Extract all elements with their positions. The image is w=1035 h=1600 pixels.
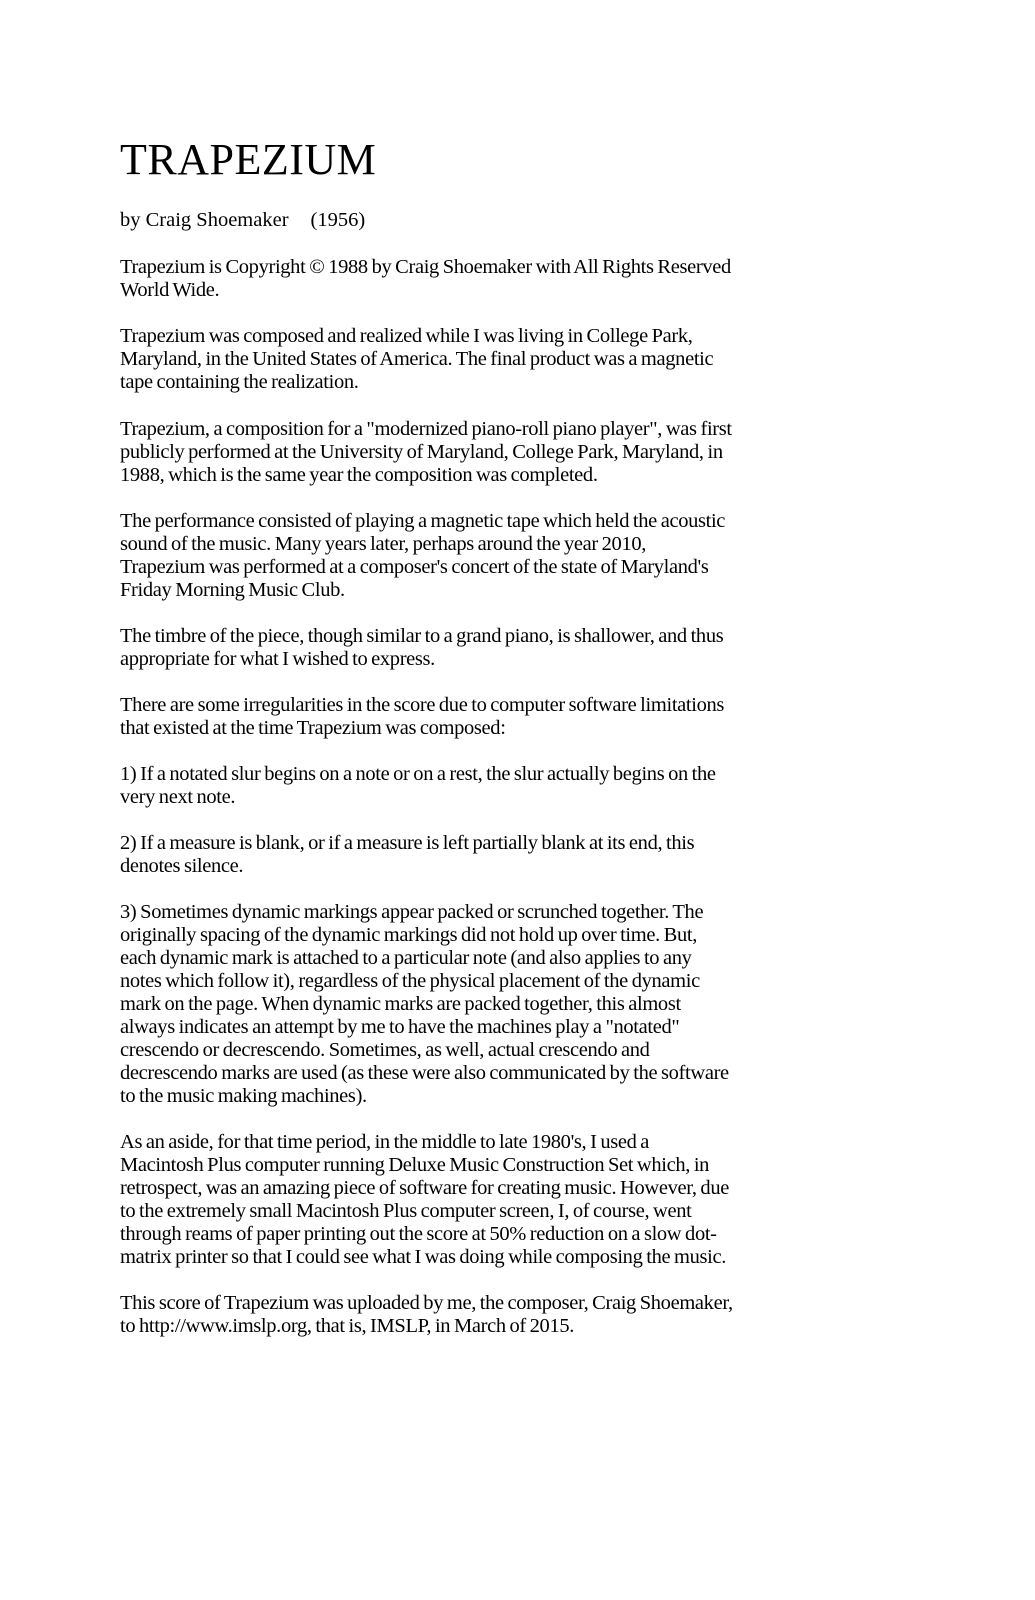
- paragraph-first-performance: [120, 418, 732, 487]
- text-line: The timbre of the piece, though similar to a grand piano, is shallower, and thus: [120, 625, 724, 647]
- text-line: to http://www.imslp.org, that is, IMSLP, in March of 2015.: [120, 1315, 575, 1337]
- text-line: matrix printer so that I could see what I was doing while composing the music.: [120, 1246, 727, 1268]
- list-item-3: [120, 901, 729, 1108]
- text-line: decrescendo marks are used (as these were also communicated by the software: [120, 1062, 729, 1084]
- byline-year: (1956): [310, 209, 366, 231]
- text-line: retrospect, was an amazing piece of software for creating music. However, due: [120, 1177, 729, 1199]
- text-line: to the extremely small Macintosh Plus computer screen, I, of course, went: [120, 1200, 692, 1222]
- text-line: 2) If a measure is blank, or if a measure is left partially blank at its end, this: [120, 832, 695, 854]
- paragraph-timbre: [120, 625, 723, 671]
- text-line: The performance consisted of playing a magnetic tape which held the acoustic: [120, 510, 726, 532]
- paragraph-aside: [120, 1131, 729, 1269]
- paragraph-copyright: [120, 256, 731, 302]
- text-line: Trapezium was composed and realized while I was living in College Park,: [120, 325, 693, 347]
- text-line: tape containing the realization.: [120, 371, 359, 393]
- text-line: There are some irregularities in the score due to computer software limitations: [120, 694, 725, 716]
- text-line: Trapezium was performed at a composer's concert of the state of Maryland's: [120, 556, 709, 578]
- document-title: TRAPEZIUM: [120, 135, 377, 184]
- paragraph-irregularities: [120, 694, 724, 740]
- text-line: Macintosh Plus computer running Deluxe Music Construction Set which, in: [120, 1154, 710, 1176]
- text-line: to the music making machines).: [120, 1085, 367, 1107]
- text-line: This score of Trapezium was uploaded by me, the composer, Craig Shoemaker,: [120, 1292, 733, 1314]
- text-line: appropriate for what I wished to express.: [120, 648, 435, 670]
- text-line: 3) Sometimes dynamic markings appear packed or scrunched together. The: [120, 901, 704, 923]
- text-line: World Wide.: [120, 279, 220, 301]
- text-line: always indicates an attempt by me to have the machines play a "notated": [120, 1016, 680, 1038]
- text-line: 1988, which is the same year the composition was completed.: [120, 464, 598, 486]
- text-line: crescendo or decrescendo. Sometimes, as well, actual crescendo and: [120, 1039, 650, 1061]
- text-line: through reams of paper printing out the score at 50% reduction on a slow dot-: [120, 1223, 717, 1245]
- list-item-1: [120, 763, 716, 809]
- text-line: 1) If a notated slur begins on a note or on a rest, the slur actually begins on the: [120, 763, 716, 785]
- text-line: Trapezium, a composition for a "modernized piano-roll piano player", was first: [120, 418, 732, 440]
- text-line: that existed at the time Trapezium was composed:: [120, 717, 506, 739]
- list-item-2: [120, 832, 694, 878]
- text-line: mark on the page. When dynamic marks are packed together, this almost: [120, 993, 681, 1015]
- byline-author: by Craig Shoemaker: [120, 209, 289, 231]
- text-line: publicly performed at the University of Maryland, College Park, Maryland, in: [120, 441, 723, 463]
- paragraph-upload: [120, 1292, 733, 1338]
- text-line: sound of the music. Many years later, perhaps around the year 2010,: [120, 533, 647, 555]
- text-line: Trapezium is Copyright © 1988 by Craig Shoemaker with All Rights Reserved: [120, 256, 731, 278]
- text-line: Friday Morning Music Club.: [120, 579, 345, 601]
- text-line: As an aside, for that time period, in the middle to late 1980's, I used a: [120, 1131, 650, 1153]
- text-line: very next note.: [120, 786, 236, 808]
- byline: [120, 208, 365, 232]
- text-line: originally spacing of the dynamic markings did not hold up over time. But,: [120, 924, 698, 946]
- paragraph-composition: [120, 325, 713, 394]
- text-line: each dynamic mark is attached to a particular note (and also applies to any: [120, 947, 692, 969]
- text-line: notes which follow it), regardless of the physical placement of the dynamic: [120, 970, 700, 992]
- text-line: Maryland, in the United States of America. The final product was a magnetic: [120, 348, 714, 370]
- text-line: denotes silence.: [120, 855, 244, 877]
- paragraph-performance: [120, 510, 725, 602]
